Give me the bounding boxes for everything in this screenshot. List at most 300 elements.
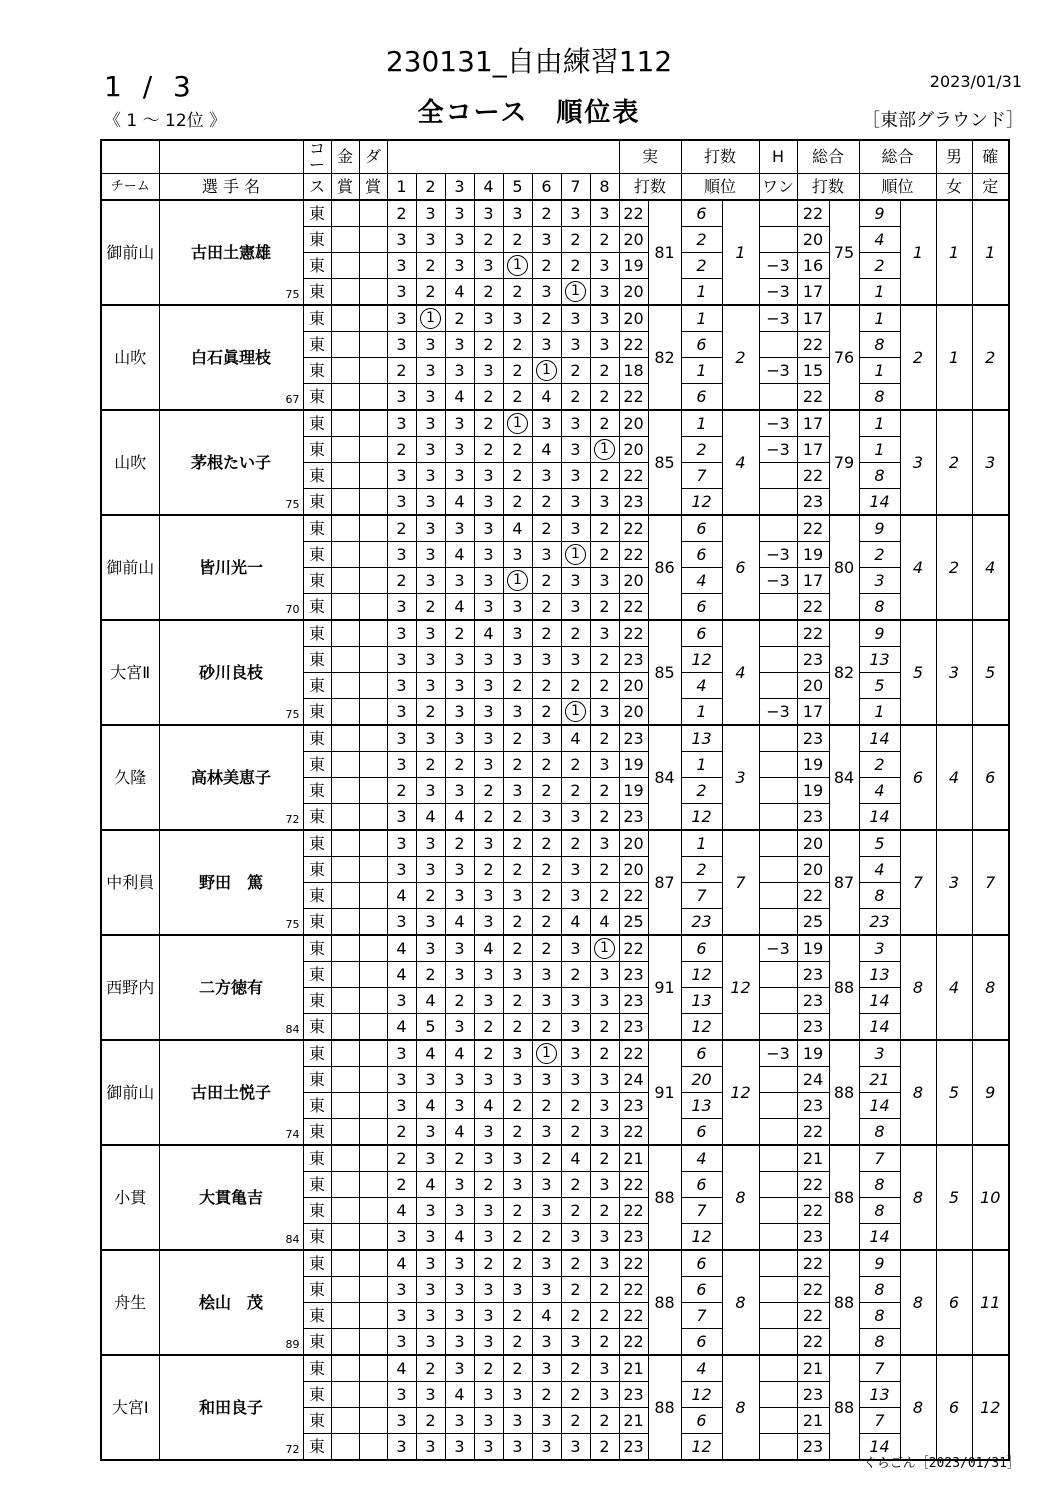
hole-score-cell: 2 <box>532 568 561 594</box>
round-total-cell: 22 <box>797 332 829 358</box>
hole-score-cell: 3 <box>532 962 561 988</box>
hole-in-one-mark: 1 <box>420 308 441 329</box>
da-prize-cell <box>359 200 387 227</box>
hole-score-cell: 3 <box>561 200 590 227</box>
da-prize-cell <box>359 1172 387 1198</box>
hole-score-cell: 3 <box>416 620 445 647</box>
gold-prize-cell <box>331 305 359 332</box>
gold-prize-cell <box>331 752 359 778</box>
hole-score-cell: 2 <box>503 935 532 962</box>
round-total-cell: 23 <box>797 962 829 988</box>
hole-score-cell: 2 <box>416 594 445 621</box>
hole-score-cell: 3 <box>590 305 619 332</box>
total-rank-cell: 8 <box>900 1145 936 1250</box>
hole-score-cell: 3 <box>532 1119 561 1146</box>
hole-score-cell: 2 <box>416 279 445 306</box>
hole-score-cell: 2 <box>590 1329 619 1356</box>
hole-score-cell: 4 <box>474 620 503 647</box>
gold-prize-cell <box>331 1224 359 1251</box>
course-cell: 東 <box>303 253 331 279</box>
subtotal-cell: 22 <box>619 384 648 411</box>
gender-rank-cell: 3 <box>936 830 972 935</box>
hole-score-cell: 2 <box>561 1093 590 1119</box>
hole-score-cell: 3 <box>590 699 619 726</box>
hole-score-cell: 2 <box>387 778 416 804</box>
gold-prize-cell <box>331 332 359 358</box>
round-rank-cell: 1 <box>681 305 722 332</box>
hole-score-cell: 2 <box>561 752 590 778</box>
hole-in-one-cell <box>759 620 797 647</box>
hole-score-cell: 3 <box>561 1067 590 1093</box>
hole-score-cell: 2 <box>561 1408 590 1434</box>
hole-score-cell: 2 <box>532 778 561 804</box>
hole-score-cell: 3 <box>590 200 619 227</box>
hole-score-cell: 3 <box>561 489 590 516</box>
hole-score-cell: 2 <box>590 1434 619 1461</box>
round-total-rank-cell: 9 <box>859 515 900 542</box>
hole-score-cell: 3 <box>416 725 445 752</box>
rank-range: 《 1 ～ 12位 》 <box>104 111 227 131</box>
hole-score-cell: 3 <box>590 489 619 516</box>
hole-score-cell: 3 <box>416 200 445 227</box>
course-cell: 東 <box>303 1172 331 1198</box>
hole-score-cell: 3 <box>590 1382 619 1408</box>
team-cell: 御前山 <box>101 1040 159 1145</box>
hole-score-cell: 4 <box>474 1093 503 1119</box>
page-number: 1 / 3 <box>104 70 197 103</box>
handicap: 67 <box>285 393 300 406</box>
subtotal-cell: 19 <box>619 778 648 804</box>
hole-score-cell: 5 <box>416 1014 445 1041</box>
hole-score-cell: 3 <box>474 699 503 726</box>
round-total-rank-cell: 1 <box>859 410 900 437</box>
hole-score-cell: 2 <box>532 515 561 542</box>
hole-score-cell: 2 <box>445 305 474 332</box>
hole-in-one-cell: −3 <box>759 699 797 726</box>
da-prize-cell <box>359 1303 387 1329</box>
gold-prize-cell <box>331 804 359 831</box>
col-gold-b: 賞 <box>331 174 359 201</box>
hole-score-cell: 3 <box>561 935 590 962</box>
total-strokes-cell: 76 <box>829 305 859 410</box>
hole-in-one-mark: 1 <box>507 255 528 276</box>
hole-score-cell: 2 <box>561 778 590 804</box>
hole-score-cell: 3 <box>387 1277 416 1303</box>
col-total: 総合 <box>797 140 859 174</box>
hole-score-cell: 3 <box>503 1172 532 1198</box>
gender-rank-cell: 5 <box>936 1040 972 1145</box>
round-total-cell: 20 <box>797 673 829 699</box>
table-row <box>101 515 1009 542</box>
course-cell: 東 <box>303 542 331 568</box>
player-name: 茅根たい子 <box>190 452 271 472</box>
course-cell: 東 <box>303 305 331 332</box>
hole-in-one-cell: −3 <box>759 935 797 962</box>
total-rank-cell: 8 <box>900 1250 936 1355</box>
hole-score-cell: 3 <box>532 1250 561 1277</box>
gender-rank-cell: 6 <box>936 1250 972 1355</box>
hole-score-cell: 3 <box>503 305 532 332</box>
course-cell: 東 <box>303 384 331 411</box>
subtotal-cell: 20 <box>619 437 648 463</box>
subtotal-cell: 20 <box>619 227 648 253</box>
round-total-cell: 25 <box>797 909 829 936</box>
hole-score-cell: 2 <box>561 1198 590 1224</box>
hole-score-cell: 3 <box>474 1408 503 1434</box>
hole-score-cell: 2 <box>474 1250 503 1277</box>
hole-score-cell: 3 <box>503 1434 532 1461</box>
da-prize-cell <box>359 778 387 804</box>
subtotal-cell: 22 <box>619 1198 648 1224</box>
hole-score-cell: 3 <box>590 568 619 594</box>
gold-prize-cell <box>331 568 359 594</box>
subtotal-cell: 20 <box>619 830 648 857</box>
hole-score-cell: 2 <box>590 673 619 699</box>
player-name-cell <box>159 200 303 305</box>
hole-score-cell: 3 <box>590 752 619 778</box>
course-cell: 東 <box>303 279 331 306</box>
hole-score-cell: 4 <box>445 1040 474 1067</box>
subtotal-cell: 20 <box>619 279 648 306</box>
player-name: 大貫亀吉 <box>198 1187 263 1207</box>
subtotal-cell: 23 <box>619 1224 648 1251</box>
hole-score-cell: 2 <box>503 437 532 463</box>
round-total-rank-cell: 1 <box>859 305 900 332</box>
subtotal-cell: 20 <box>619 305 648 332</box>
stroke-rank-cell: 4 <box>722 410 759 515</box>
hole-score-cell: 3 <box>532 1172 561 1198</box>
da-prize-cell <box>359 1329 387 1356</box>
player-name-cell <box>159 620 303 725</box>
col-holes-top <box>387 140 619 174</box>
hole-score-cell: 3 <box>416 673 445 699</box>
course-cell: 東 <box>303 200 331 227</box>
hole-score-cell: 3 <box>503 620 532 647</box>
subtotal-cell: 19 <box>619 752 648 778</box>
hole-score-cell: 2 <box>445 1145 474 1172</box>
total-rank-cell: 1 <box>900 200 936 305</box>
hole-score-cell: 3 <box>387 620 416 647</box>
subtotal-cell: 23 <box>619 1093 648 1119</box>
total-strokes-cell: 80 <box>829 515 859 620</box>
handicap: 75 <box>285 288 300 301</box>
hole-in-one-cell <box>759 594 797 621</box>
hole-in-one-cell <box>759 778 797 804</box>
col-hole-6: 6 <box>532 174 561 201</box>
hole-score-cell: 3 <box>590 1093 619 1119</box>
hole-score-cell: 2 <box>503 463 532 489</box>
subtotal-cell: 22 <box>619 1040 648 1067</box>
da-prize-cell <box>359 227 387 253</box>
hole-score-cell: 2 <box>590 647 619 673</box>
hole-score-cell: 3 <box>416 647 445 673</box>
hole-score-cell: 3 <box>387 752 416 778</box>
hole-score-cell: 3 <box>532 1355 561 1382</box>
hole-score-cell: 3 <box>474 1198 503 1224</box>
gold-prize-cell <box>331 1040 359 1067</box>
round-total-cell: 22 <box>797 594 829 621</box>
gold-prize-cell <box>331 1119 359 1146</box>
hole-in-one-mark: 1 <box>536 360 557 381</box>
final-rank-cell: 4 <box>972 515 1009 620</box>
hole-score-cell: 3 <box>387 830 416 857</box>
round-rank-cell: 1 <box>681 358 722 384</box>
hole-score-cell: 3 <box>590 1224 619 1251</box>
hole-score-cell: 3 <box>474 515 503 542</box>
course-cell: 東 <box>303 883 331 909</box>
hole-score-cell: 3 <box>561 568 590 594</box>
gold-prize-cell <box>331 699 359 726</box>
round-rank-cell: 6 <box>681 1329 722 1356</box>
hole-score-cell <box>532 1040 561 1067</box>
round-total-rank-cell: 8 <box>859 594 900 621</box>
gold-prize-cell <box>331 725 359 752</box>
hole-score-cell: 4 <box>416 1172 445 1198</box>
table-row <box>101 620 1009 647</box>
hole-score-cell: 2 <box>416 1408 445 1434</box>
subtotal-cell: 21 <box>619 1355 648 1382</box>
round-total-cell: 17 <box>797 437 829 463</box>
hole-score-cell: 2 <box>387 1145 416 1172</box>
hole-score-cell: 3 <box>561 883 590 909</box>
da-prize-cell <box>359 725 387 752</box>
col-hole-4: 4 <box>474 174 503 201</box>
round-rank-cell: 6 <box>681 1172 722 1198</box>
hole-score-cell: 2 <box>474 1172 503 1198</box>
hole-score-cell: 2 <box>532 1382 561 1408</box>
hole-score-cell: 3 <box>561 1434 590 1461</box>
hole-score-cell: 3 <box>445 699 474 726</box>
hole-score-cell: 3 <box>590 279 619 306</box>
hole-score-cell: 3 <box>387 542 416 568</box>
hole-score-cell: 3 <box>532 1434 561 1461</box>
hole-score-cell: 3 <box>474 673 503 699</box>
gold-prize-cell <box>331 857 359 883</box>
hole-score-cell: 3 <box>387 1382 416 1408</box>
round-total-cell: 20 <box>797 857 829 883</box>
hole-score-cell: 3 <box>445 1329 474 1356</box>
hole-score-cell: 2 <box>503 489 532 516</box>
course-cell: 東 <box>303 358 331 384</box>
da-prize-cell <box>359 1408 387 1434</box>
table-row <box>101 725 1009 752</box>
subtotal-cell: 23 <box>619 962 648 988</box>
hole-score-cell: 3 <box>445 463 474 489</box>
hole-score-cell: 2 <box>503 1303 532 1329</box>
hole-score-cell: 3 <box>503 542 532 568</box>
print-date: 2023/01/31 <box>929 72 1022 91</box>
hole-in-one-mark: 1 <box>565 701 586 722</box>
round-rank-cell: 23 <box>681 909 722 936</box>
hole-score-cell: 3 <box>474 988 503 1014</box>
hole-score-cell: 3 <box>445 410 474 437</box>
actual-strokes-cell: 88 <box>648 1355 681 1460</box>
player-name-cell <box>159 1040 303 1145</box>
hole-score-cell <box>503 568 532 594</box>
course-cell: 東 <box>303 857 331 883</box>
round-rank-cell: 12 <box>681 1382 722 1408</box>
player-name: 和田良子 <box>198 1397 263 1417</box>
gold-prize-cell <box>331 279 359 306</box>
round-total-rank-cell: 3 <box>859 935 900 962</box>
hole-score-cell: 3 <box>387 305 416 332</box>
round-total-rank-cell: 21 <box>859 1067 900 1093</box>
stroke-rank-cell: 8 <box>722 1355 759 1460</box>
round-total-cell: 17 <box>797 410 829 437</box>
course-cell: 東 <box>303 1093 331 1119</box>
round-total-rank-cell: 9 <box>859 620 900 647</box>
hole-score-cell: 2 <box>590 1040 619 1067</box>
round-total-rank-cell: 9 <box>859 1250 900 1277</box>
total-rank-cell: 6 <box>900 725 936 830</box>
hole-score-cell: 3 <box>416 1250 445 1277</box>
round-total-cell: 22 <box>797 1119 829 1146</box>
total-strokes-cell: 82 <box>829 620 859 725</box>
hole-score-cell: 3 <box>532 542 561 568</box>
hole-score-cell <box>503 253 532 279</box>
gold-prize-cell <box>331 988 359 1014</box>
hole-score-cell: 2 <box>532 909 561 936</box>
hole-score-cell: 2 <box>416 752 445 778</box>
da-prize-cell <box>359 647 387 673</box>
hole-score-cell: 3 <box>387 1434 416 1461</box>
table-body <box>101 200 1009 1460</box>
hole-score-cell: 2 <box>561 830 590 857</box>
round-rank-cell: 13 <box>681 988 722 1014</box>
gender-rank-cell: 2 <box>936 515 972 620</box>
hole-score-cell: 3 <box>503 699 532 726</box>
course-cell: 東 <box>303 1303 331 1329</box>
hole-in-one-cell <box>759 647 797 673</box>
round-total-rank-cell: 5 <box>859 673 900 699</box>
col-hole-3: 3 <box>445 174 474 201</box>
hole-in-one-cell <box>759 1434 797 1461</box>
col-course-b: ス <box>303 174 331 201</box>
table-header <box>101 140 1009 200</box>
hole-score-cell: 3 <box>416 1145 445 1172</box>
course-cell: 東 <box>303 725 331 752</box>
hole-score-cell: 2 <box>474 410 503 437</box>
round-rank-cell: 13 <box>681 1093 722 1119</box>
subtotal-cell: 20 <box>619 673 648 699</box>
hole-score-cell: 3 <box>416 909 445 936</box>
round-total-cell: 22 <box>797 620 829 647</box>
subtotal-cell: 22 <box>619 1172 648 1198</box>
hole-score-cell: 2 <box>503 1093 532 1119</box>
hole-score-cell: 2 <box>561 227 590 253</box>
gold-prize-cell <box>331 1145 359 1172</box>
round-total-rank-cell: 1 <box>859 279 900 306</box>
da-prize-cell <box>359 515 387 542</box>
hole-score-cell: 2 <box>445 620 474 647</box>
hole-score-cell <box>561 542 590 568</box>
subtotal-cell: 19 <box>619 253 648 279</box>
actual-strokes-cell: 84 <box>648 725 681 830</box>
hole-score-cell: 2 <box>590 1277 619 1303</box>
subtotal-cell: 22 <box>619 463 648 489</box>
round-total-rank-cell: 13 <box>859 647 900 673</box>
hole-score-cell: 3 <box>503 1408 532 1434</box>
gender-rank-cell: 3 <box>936 620 972 725</box>
gold-prize-cell <box>331 647 359 673</box>
round-total-rank-cell: 5 <box>859 830 900 857</box>
document-title: 230131_自由練習112 <box>385 45 673 78</box>
hole-score-cell: 3 <box>445 1014 474 1041</box>
round-rank-cell: 2 <box>681 778 722 804</box>
subtotal-cell: 23 <box>619 647 648 673</box>
course-cell: 東 <box>303 1040 331 1067</box>
gold-prize-cell <box>331 542 359 568</box>
hole-in-one-cell: −3 <box>759 568 797 594</box>
round-total-cell: 17 <box>797 568 829 594</box>
table-row <box>101 935 1009 962</box>
da-prize-cell <box>359 1198 387 1224</box>
round-total-cell: 23 <box>797 988 829 1014</box>
course-cell: 東 <box>303 647 331 673</box>
subtotal-cell: 20 <box>619 410 648 437</box>
hole-score-cell: 3 <box>445 1277 474 1303</box>
subtotal-cell: 23 <box>619 1382 648 1408</box>
hole-score-cell: 4 <box>387 935 416 962</box>
hole-in-one-mark: 1 <box>507 413 528 434</box>
hole-score-cell: 2 <box>532 857 561 883</box>
col-gender: 男 <box>936 140 972 174</box>
da-prize-cell <box>359 962 387 988</box>
hole-in-one-cell: −3 <box>759 410 797 437</box>
subtotal-cell: 22 <box>619 1329 648 1356</box>
hole-score-cell: 4 <box>503 515 532 542</box>
round-total-cell: 22 <box>797 1329 829 1356</box>
total-rank-cell: 5 <box>900 620 936 725</box>
hole-score-cell: 3 <box>474 1277 503 1303</box>
hole-score-cell: 3 <box>445 778 474 804</box>
da-prize-cell <box>359 542 387 568</box>
hole-in-one-mark: 1 <box>594 938 615 959</box>
round-rank-cell: 7 <box>681 1303 722 1329</box>
team-cell: 西野内 <box>101 935 159 1040</box>
hole-score-cell: 2 <box>474 1355 503 1382</box>
round-rank-cell: 6 <box>681 1040 722 1067</box>
hole-score-cell: 2 <box>503 279 532 306</box>
hole-score-cell: 2 <box>474 857 503 883</box>
hole-score-cell <box>416 305 445 332</box>
hole-score-cell: 2 <box>590 1408 619 1434</box>
final-rank-cell: 5 <box>972 620 1009 725</box>
hole-score-cell: 2 <box>532 253 561 279</box>
final-rank-cell: 1 <box>972 200 1009 305</box>
round-total-rank-cell: 4 <box>859 227 900 253</box>
round-total-cell: 19 <box>797 1040 829 1067</box>
hole-score-cell: 2 <box>590 227 619 253</box>
round-total-cell: 15 <box>797 358 829 384</box>
gold-prize-cell <box>331 1355 359 1382</box>
stroke-rank-cell: 3 <box>722 725 759 830</box>
hole-score-cell: 3 <box>416 1119 445 1146</box>
col-da-b: 賞 <box>359 174 387 201</box>
gold-prize-cell <box>331 437 359 463</box>
hole-score-cell: 4 <box>416 804 445 831</box>
da-prize-cell <box>359 489 387 516</box>
round-total-rank-cell: 1 <box>859 437 900 463</box>
hole-score-cell: 3 <box>387 594 416 621</box>
round-total-rank-cell: 8 <box>859 1303 900 1329</box>
hole-score-cell: 3 <box>474 830 503 857</box>
player-name-cell <box>159 515 303 620</box>
gold-prize-cell <box>331 1303 359 1329</box>
round-total-cell: 19 <box>797 752 829 778</box>
hole-score-cell: 3 <box>474 1067 503 1093</box>
hole-score-cell: 3 <box>503 883 532 909</box>
